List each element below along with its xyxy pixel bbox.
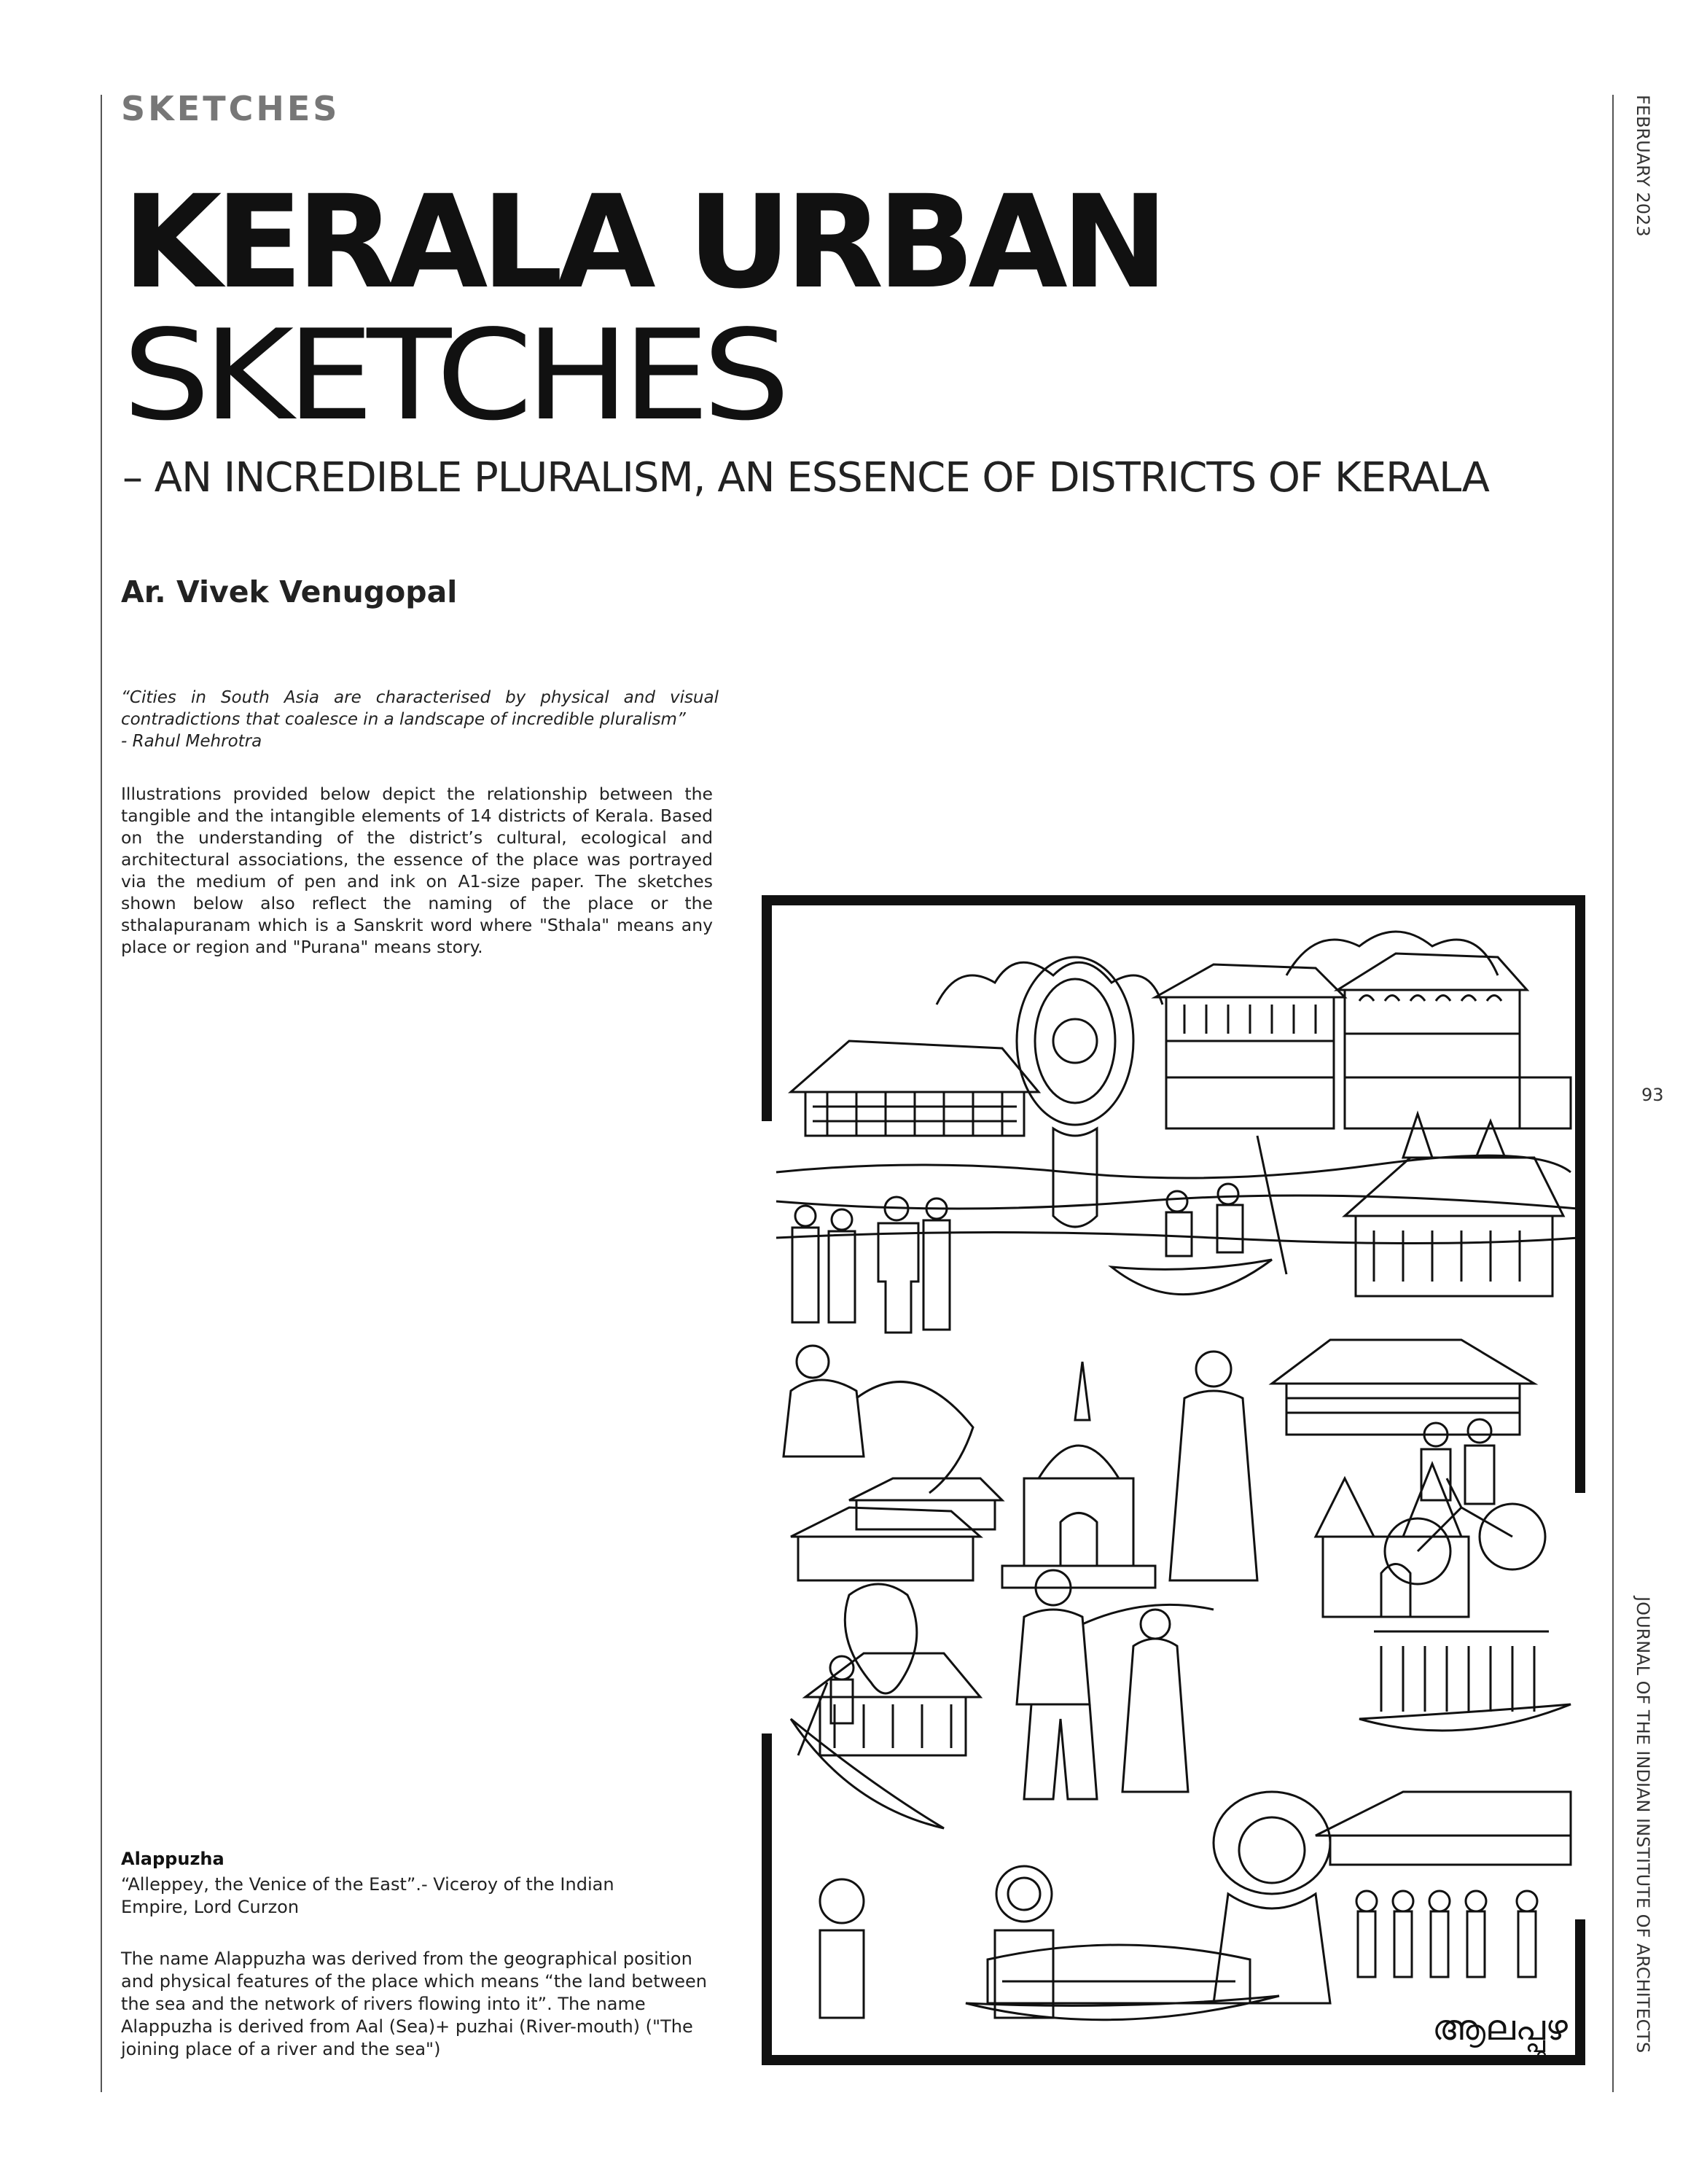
right-margin-rule [1612,95,1614,2092]
author-name: Ar. Vivek Venugopal [121,574,458,609]
boat-with-people [1112,1136,1286,1295]
tree-canopy [937,962,1163,1005]
article-subtitle: – AN INCREDIBLE PLURALISM, AN ESSENCE OF DISTRICTS OF KERALA [122,454,1489,502]
people-group [792,1197,950,1333]
malayalam-signature: ആലപ്പുഴ [1432,2008,1568,2048]
journal-name: JOURNAL OF THE INDIAN INSTITUTE OF ARCHITECTS [1633,1596,1653,2054]
article-title-bold: KERALA URBAN [122,168,1163,317]
folk-performers [820,1866,1053,2018]
couple-on-bicycle [1385,1419,1545,1584]
buddhist-stupa [1002,1362,1155,1588]
conch-shell [845,1584,917,1693]
caption-body: The name Alappuzha was derived from the geographical position and physical features of the place which means “the land between the sea and the network of rivers flowing into it”. The name Alappuzha is derived from Aal (Sea)+ puzhai (River-mouth) ("The joining place of a river and the sea") [121,1949,707,2059]
colonial-building [1337,953,1571,1128]
woman-with-net [784,1346,973,1493]
left-margin-rule [101,95,102,2092]
issue-date: FEBRUARY 2023 [1633,95,1653,237]
section-label: SKETCHES [121,89,340,128]
river-lines [776,1155,1578,1243]
caption-heading: Alappuzha [121,1849,224,1869]
man-with-cloth [1017,1570,1214,1799]
colonial-building [1155,964,1345,1128]
article-title-light: SKETCHES [122,303,784,448]
epigraph-attribution: - Rahul Mehrotra [121,732,262,751]
snake-boat-race [1359,1631,1571,1731]
temple-roof [1272,1340,1534,1435]
standing-woman [1170,1352,1257,1580]
church [1316,1464,1469,1617]
alappuzha-sketch-illustration [762,895,1585,2065]
intro-paragraph: Illustrations provided below depict the relationship between the tangible and the intangible elements of 14 districts of Kerala. Based on the understanding of the district’s cultural, ecological and architectural associations, the essence of the place was portrayed via the medium of pen and ink on A1-size paper. The sketches shown below also reflect the naming of the place or the sthalapuranam which is a Sanskrit word where "Sthala" means any place or region and "Purana" means story. [121,784,713,957]
tiled-houses [791,1478,1002,1580]
tree-canopy [1286,932,1498,975]
houseboat [966,1945,1279,2020]
epigraph [121,687,719,752]
chenda-drummers [1316,1792,1571,1977]
traditional-house-left [791,1041,1039,1136]
woman-in-saree [1122,1610,1188,1792]
epigraph-quote: “Cities in South Asia are characterised by physical and visual contradictions that coalesce in a landscape of incredible pluralism” [121,688,719,729]
kathakali-dancer [1214,1792,1330,2003]
page-number: 93 [1641,1085,1664,1105]
caption-quote: “Alleppey, the Venice of the East”.- Viceroy of the Indian Empire, Lord Curzon [121,1874,614,1917]
